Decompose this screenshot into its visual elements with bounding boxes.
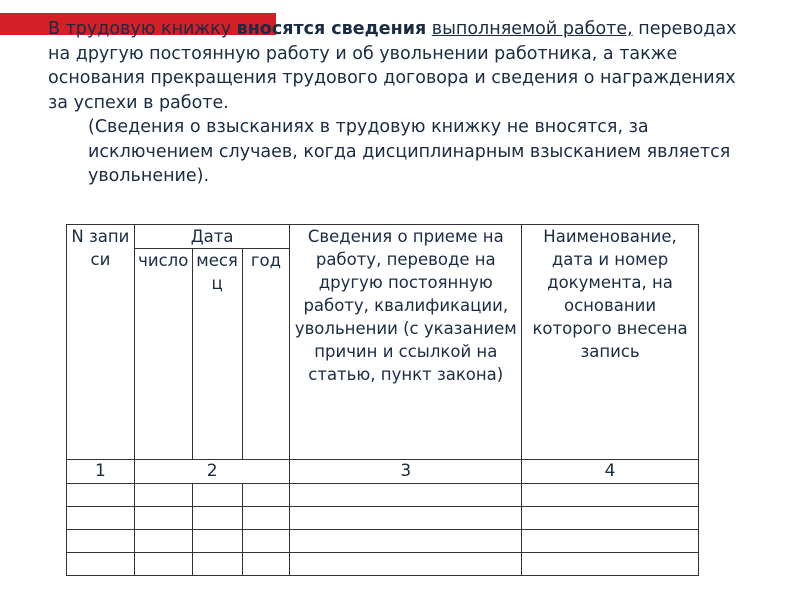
header-year: год <box>242 249 290 460</box>
table-row <box>67 530 699 553</box>
table-cell[interactable] <box>242 507 290 530</box>
header-info: Сведения о приеме на работу, переводе на другую постоянную работу, квалификации, увольнении (с указанием причин и ссылкой на статью, пункт закона) <box>290 225 522 460</box>
column-number-row <box>67 460 699 484</box>
table-cell[interactable] <box>134 484 192 507</box>
header-day: число <box>134 249 192 460</box>
table-cell[interactable] <box>522 507 699 530</box>
column-number-2: 2 <box>134 460 290 484</box>
table-cell[interactable] <box>67 553 135 576</box>
table-cell[interactable] <box>192 484 242 507</box>
table-cell[interactable] <box>242 553 290 576</box>
table-cell[interactable] <box>290 553 522 576</box>
table-row <box>67 484 699 507</box>
table-cell[interactable] <box>522 530 699 553</box>
table-cell[interactable] <box>242 484 290 507</box>
header-record-number: N записи <box>67 225 135 460</box>
table-row <box>67 507 699 530</box>
table-cell[interactable] <box>192 507 242 530</box>
table-row <box>67 553 699 576</box>
table-cell[interactable] <box>522 484 699 507</box>
header-date: Дата <box>134 225 290 249</box>
intro-note: (Сведения о взысканиях в трудовую книжку не вносятся, за исключением случаев, когда дисциплинарным взысканием является увольнение). <box>88 117 731 186</box>
table-cell[interactable] <box>290 507 522 530</box>
table-cell[interactable] <box>192 553 242 576</box>
table-cell[interactable] <box>67 484 135 507</box>
header-document: Наименование, дата и номер документа, на основании которого внесена запись <box>522 225 699 460</box>
records-table <box>66 224 699 576</box>
intro-paragraph <box>48 17 748 115</box>
table-cell[interactable] <box>290 484 522 507</box>
table-cell[interactable] <box>290 530 522 553</box>
table-cell[interactable] <box>67 530 135 553</box>
intro-rest: переводах на другую постоянную работу и об увольнении работника, а также основания прекращения трудового договора и сведения о награждениях за успехи в работе. <box>48 19 737 113</box>
column-number-1: 1 <box>67 460 135 484</box>
table-cell[interactable] <box>134 507 192 530</box>
intro-text <box>48 17 748 189</box>
header-month: месяц <box>192 249 242 460</box>
table-cell[interactable] <box>67 507 135 530</box>
table-cell[interactable] <box>134 530 192 553</box>
table-cell[interactable] <box>134 553 192 576</box>
intro-prefix: В трудовую книжку <box>48 19 237 39</box>
table-cell[interactable] <box>192 530 242 553</box>
column-number-3: 3 <box>290 460 522 484</box>
header-row-top <box>67 225 699 249</box>
column-number-4: 4 <box>522 460 699 484</box>
table-cell[interactable] <box>242 530 290 553</box>
intro-bold-phrase: вносятся сведения <box>236 19 427 39</box>
intro-underlined-phrase: выполняемой работе, <box>431 19 633 39</box>
table-cell[interactable] <box>522 553 699 576</box>
